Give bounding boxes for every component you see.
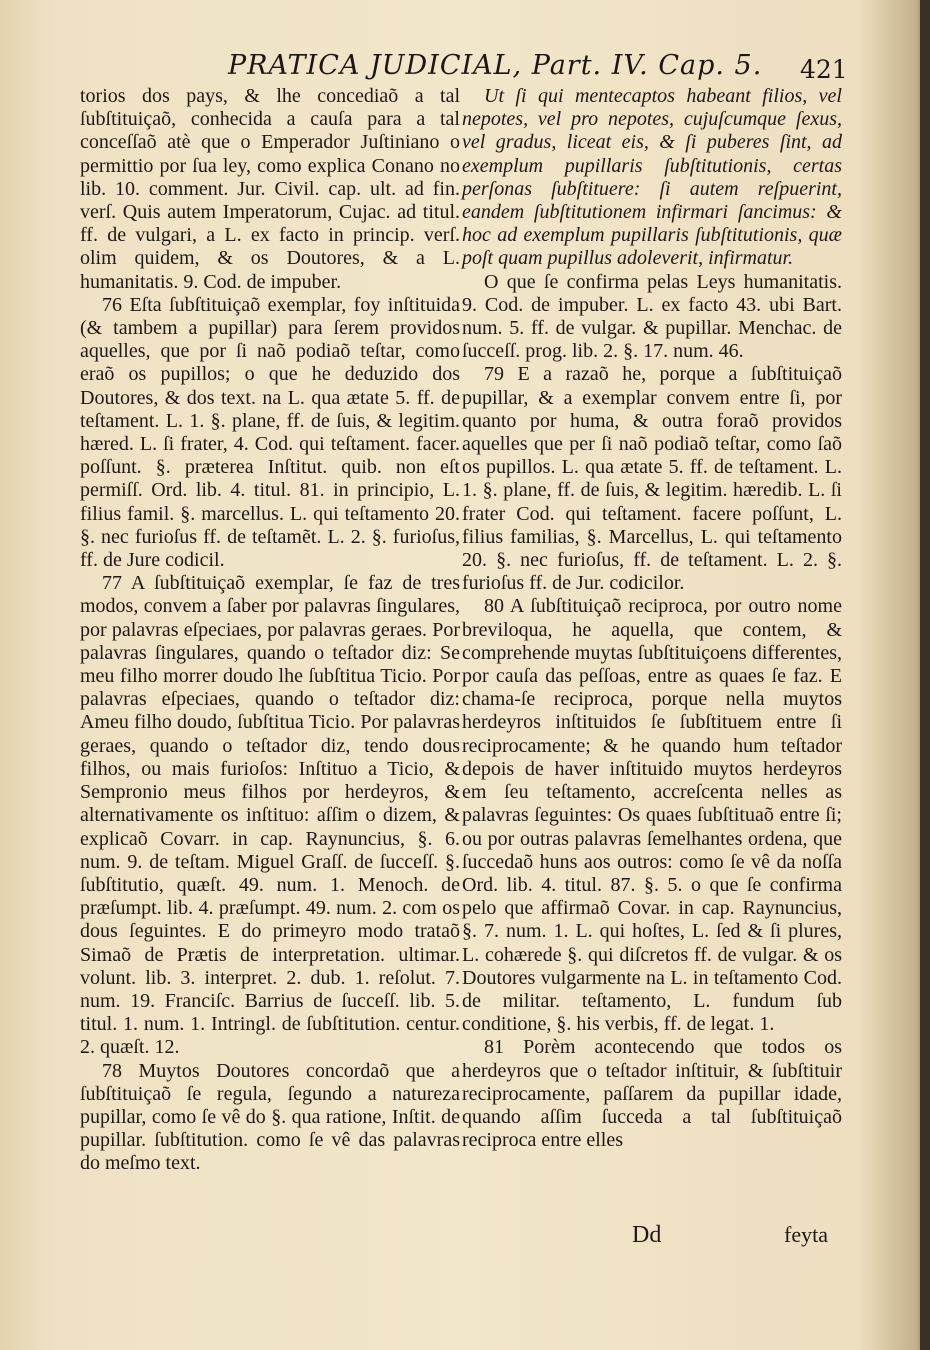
page-number: 421 xyxy=(800,55,848,84)
paragraph: 81 Porèm acontecendo que todos os herdeyros que o teſtador inſtituir, & ſubſtituir reciprocamente, paſſarem da pupillar idade, quando aſſim ſucceda a tal ſubſtituiçaõ reciproca entre elles xyxy=(462,1036,842,1152)
paragraph: 77 A ſubſtituiçaõ exemplar, ſe faz de tres modos, convem a ſaber por palavras ſingulares, por palavras eſpeciaes, por palavras geraes. Por palavras ſingulares, quando o teſtador diz: Se meu filho morrer doudo lhe ſubſtitua Ticio. Por palavras eſpeciaes, quando o teſtador diz: Ameu filho doudo, ſubſtitua Ticio. Por palavras geraes, quando o teſtador diz, tendo dous filhos, ou mais furioſos: Inſtituo a Ticio, & Sempronio meus filhos por herdeyros, & alternativamente os inſtituo: aſſim o dizem, & explicaõ Covarr. in cap. Raynuncius, §. 6. num. 9. de teſtam. Miguel Graſſ. de ſucceſſ. §. ſubſtitutio, quæſt. 49. num. 1. Menoch. de præſumpt. lib. 4. præſumpt. 49. num. 2. com os dous ſeguintes. E do primeyro modo trataõ Simaõ de Prætis de interpretation. ultimar. volunt. lib. 3. interpret. 2. dub. 1. reſolut. 7. num. 19. Franciſc. Barrius de ſucceſſ. lib. 5. titul. 1. num. 1. Intringl. de ſubſtitution. centur. 2. quæſt. 12. xyxy=(80,572,460,1059)
left-column xyxy=(80,85,460,1176)
page-header xyxy=(0,50,930,90)
right-column xyxy=(462,85,842,1152)
paragraph: 76 Eſta ſubſtituiçaõ exemplar, foy inſtituida (& tambem a pupillar) para ſerem providos aquelles, que por ſi naõ podiaõ teſtar, como eraõ os pupillos; o que he deduzido dos Doutores, & dos text. na L. qua ætate 5. ff. de teſtament. L. 1. §. plane, ff. de ſuis, & legitim. hæred. L. ſi frater, 4. Cod. qui teſtament. facer. poſſunt. §. præterea Inſtitut. quib. non eſt permiſſ. Ord. lib. 4. titul. 81. in principio, L. filius famil. §. marcellus. L. qui teſtamento 20. §. nec furioſus ff. de teſtamẽt. L. 2. §. furioſus, ff. de Jure codicil. xyxy=(80,293,460,572)
paragraph: O que ſe confirma pelas Leys humanitatis. 9. Cod. de impuber. L. ex facto 43. ubi Bart. num. 5. ff. de vulgar. & pupillar. Menchac. de ſucceſſ. prog. lib. 2. §. 17. num. 46. xyxy=(462,270,842,363)
binding-edge xyxy=(920,0,930,1350)
catchword: feyta xyxy=(784,1222,828,1247)
page-footer xyxy=(0,1222,930,1262)
paragraph: 78 Muytos Doutores concordaõ que a ſubſtituiçaõ ſe regula, ſegundo a natureza pupillar, como ſe vê do §. qua ratione, Inſtit. de pupillar. ſubſtitution. como ſe vê das palavras do meſmo text. xyxy=(80,1059,460,1175)
paragraph: 80 A ſubſtituiçaõ reciproca, por outro nome breviloqua, he aquella, que contem, & comprehende muytas ſubſtituiçoens differentes, por cauſa das peſſoas, entre as quaes ſe faz. E chama-ſe reciproca, porque nella muytos herdeyros inſtituidos ſe ſubſtituem entre ſi reciprocamente; & he quando hum teſtador depois de haver inſtituido muytos herdeyros em ſeu teſtamento, accreſcenta nelles as palavras ſeguintes: Os quaes ſubſtituaõ entre ſi; ou por outras palavras ſemelhantes ordena, que ſuccedaõ huns aos outros: como ſe vê da noſſa Ord. lib. 4. titul. 87. §. 5. o que ſe confirma pelo que affirmaõ Covar. in cap. Raynuncius, §. 7. num. 1. L. qui hoſtes, L. ſed & ſi plures, L. cohærede §. qui diſcretos ff. de vulgar. & os Doutores vulgarmente na L. in teſtamento Cod. de militar. teſtamento, L. fundum ſub conditione, §. his verbis, ff. de legat. 1. xyxy=(462,595,842,1036)
quotation: Ut ſi qui mentecaptos habeant filios, vel nepotes, vel pro nepotes, cujuſcumque ſexus, vel gradus, liceat eis, & ſi puberes ſint, ad exemplum pupillaris ſubſtitutionis, certas perſonas ſubſtituere: ſi autem reſpuerint, eandem ſubſtitutionem infirmari ſancimus: & hoc ad exemplum pupillaris ſubſtitutionis, quæ poſt quam pupillus adoleverit, infirmatur. xyxy=(462,85,842,270)
paragraph: 79 E a razaõ he, porque a ſubſtituiçaõ pupillar, & a exemplar convem entre ſi, por quanto por huma, & outra foraõ providos aquelles que per ſi naõ podiaõ teſtar, como ſaõ os pupillos. L. qua ætate 5. ff. de teſtament. L. 1. §. plane, ff. de ſuis, & legitim. hæredib. L. ſi frater Cod. qui teſtament. facere poſſunt, L. filius familias, §. Marcellus, L. qui teſtamento 20. §. nec furioſus, ff. de teſtament. L. 2. §. furioſus ff. de Jur. codicilor. xyxy=(462,363,842,595)
signature-mark: Dd xyxy=(632,1222,662,1248)
running-head: PRATICA JUDICIAL, Part. IV. Cap. 5. xyxy=(228,50,763,81)
paragraph: torios dos pays, & lhe concediaõ a tal ſubſtituiçaõ, conhecida a cauſa para a tal conceſſaõ atè que o Emperador Juſtiniano o permittio por ſua ley, como explica Conano no lib. 10. comment. Jur. Civil. cap. ult. ad fin. verſ. Quis autem Imperatorum, Cujac. ad titul. ff. de vulgari, a L. ex facto in princip. verſ. olim quidem, & os Doutores, & a L. humanitatis. 9. Cod. de impuber. xyxy=(80,85,460,293)
